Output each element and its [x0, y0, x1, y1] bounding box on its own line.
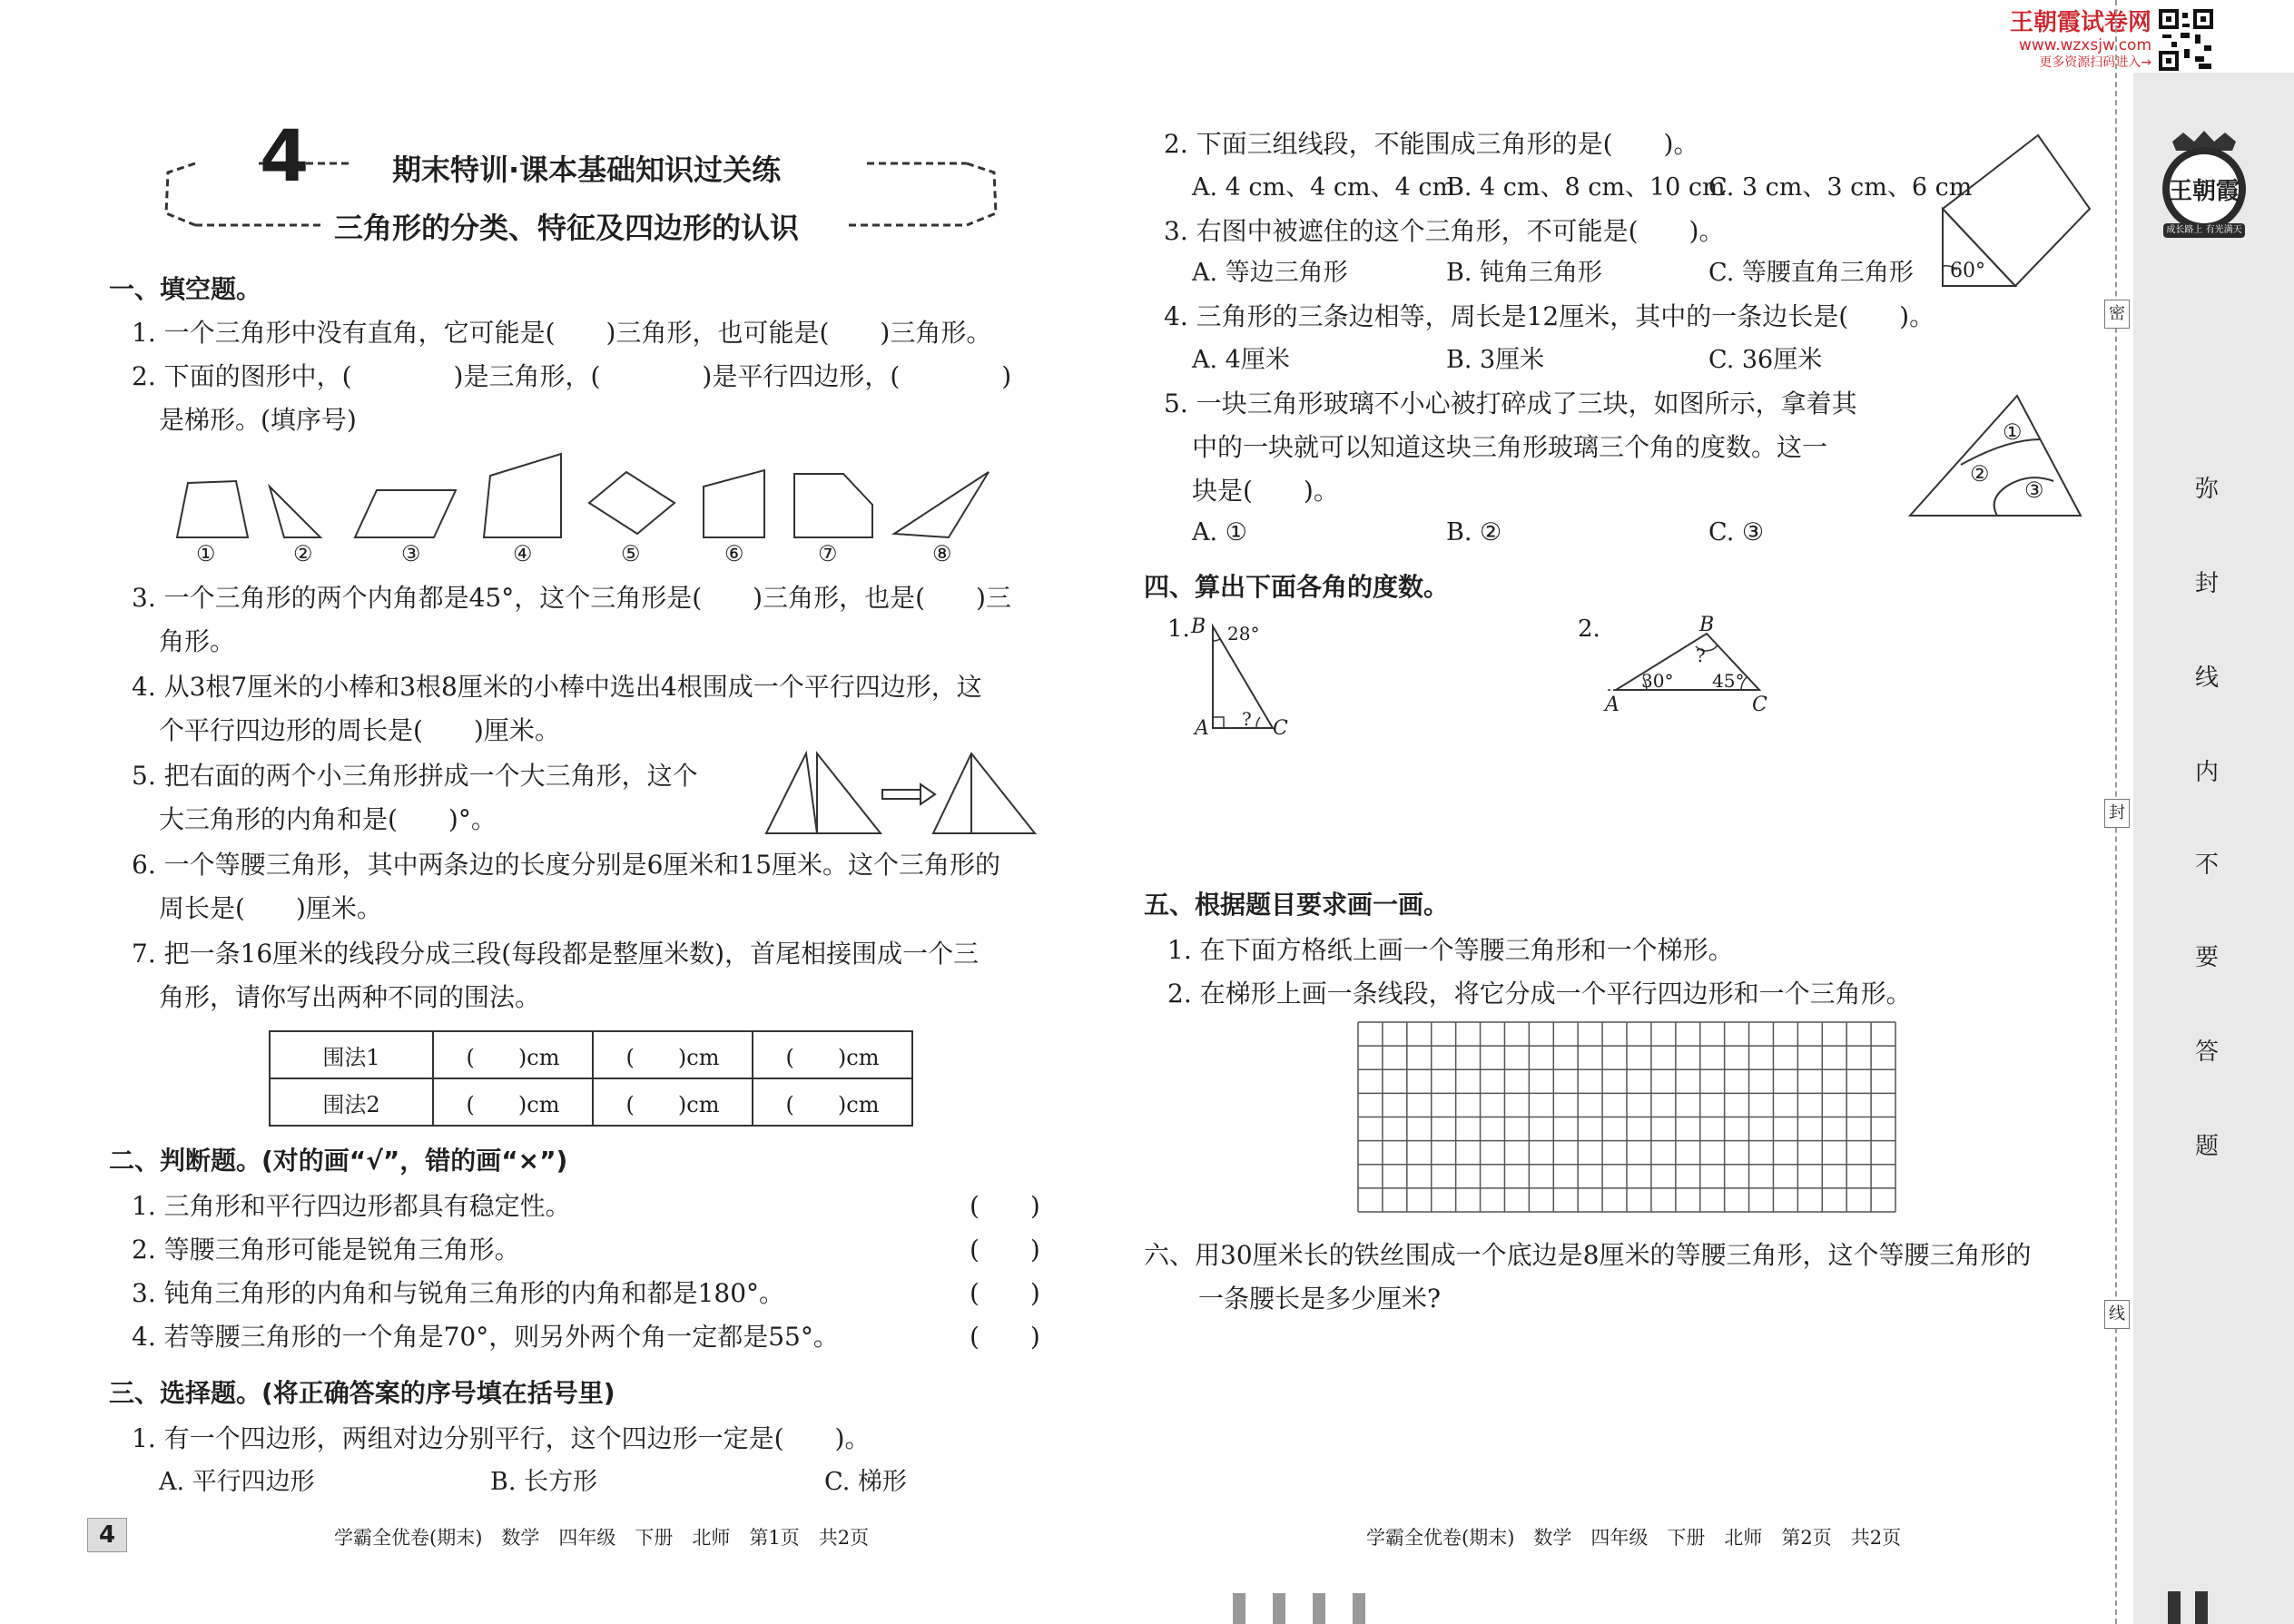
shape-label: ⑦ [818, 541, 838, 566]
header-subtitle: 三角形的分类、特征及四边形的认识 [334, 211, 800, 245]
answer-bracket[interactable]: ( ) [970, 1322, 1040, 1352]
footer-right: 学霸全优卷(期末) 数学 四年级 下册 北师 第2页 共2页 [1366, 1527, 1902, 1549]
question-text: 5. 把右面的两个小三角形拼成一个大三角形，这个 [132, 761, 698, 791]
vertex-label: C [1273, 717, 1288, 740]
question-text: 7. 把一条16厘米的线段分成三段(每段都是整厘米数)，首尾相接围成一个三 [132, 939, 980, 969]
table-cell[interactable]: ( )cm [753, 1078, 912, 1126]
sidebar-mark-1: 密 [2104, 300, 2130, 329]
shape-label: ⑤ [621, 541, 641, 566]
vertex-label: A [1605, 694, 1620, 716]
question-text: 2. 下面的图形中，( )是三角形，( )是平行四边形，( ) [132, 361, 1012, 391]
angle-label: ? [1696, 645, 1706, 666]
angle-label: 30° [1641, 670, 1674, 692]
table-row [270, 1031, 912, 1078]
table-row [270, 1078, 912, 1126]
shape-label: ⑧ [932, 541, 952, 566]
table-cell[interactable]: ( )cm [433, 1078, 593, 1126]
judge-item: 3. 钝角三角形的内角和与锐角三角形的内角和都是180°。 [132, 1278, 785, 1308]
figure-number: 1. [1167, 615, 1190, 643]
question-text: 大三角形的内角和是( )°。 [159, 804, 497, 834]
section-heading: 五、根据题目要求画一画。 [1144, 890, 1450, 920]
question-text: 1. 在下面方格纸上画一个等腰三角形和一个梯形。 [1167, 935, 1734, 965]
angle-label: ? [1242, 708, 1252, 730]
option: A. 4 cm、4 cm、4 cm [1192, 173, 1456, 202]
vertex-label: A [1195, 717, 1209, 740]
sidebar-char: 弥 [2195, 476, 2220, 503]
bottom-bar-mark [1353, 1593, 1365, 1624]
option: C. 36厘米 [1708, 346, 1823, 374]
sidebar-char: 答 [2195, 1038, 2220, 1066]
option: C. 等腰直角三角形 [1708, 259, 1914, 287]
judge-item: 4. 若等腰三角形的一个角是70°，则另外两个角一定都是55°。 [132, 1322, 839, 1352]
sidebar-char: 线 [2195, 664, 2220, 692]
question-text: 2. 下面三组线段，不能围成三角形的是( )。 [1164, 129, 1699, 159]
figure-number: 2. [1578, 615, 1600, 643]
sidebar-char: 内 [2195, 759, 2220, 786]
grid-paper[interactable] [1357, 1021, 1896, 1213]
angle-label: 60° [1950, 260, 1985, 282]
section-heading: 一、填空题。 [109, 274, 262, 304]
section-heading: 四、算出下面各角的度数。 [1144, 572, 1450, 602]
watermark-url: www.wzxsjw.com [2018, 36, 2151, 54]
option: B. 3厘米 [1446, 346, 1545, 374]
qr-code-icon [2159, 9, 2213, 71]
shape-label: ⑥ [724, 541, 744, 566]
shape-label: ④ [513, 541, 533, 566]
broken-glass-figure [1906, 392, 2088, 519]
question-text: 4. 从3根7厘米的小棒和3根8厘米的小棒中选出4根围成一个平行四边形，这 [132, 672, 982, 702]
vertex-label: B [1191, 615, 1206, 638]
option: B. 长方形 [490, 1468, 598, 1496]
table-cell[interactable]: ( )cm [593, 1078, 753, 1126]
triangles-combine-figure [763, 750, 1044, 837]
option: B. 钝角三角形 [1446, 259, 1603, 287]
option: C. 梯形 [824, 1468, 907, 1496]
judge-item: 2. 等腰三角形可能是锐角三角形。 [132, 1235, 520, 1265]
piece-label: ③ [2024, 477, 2044, 503]
piece-label: ① [2003, 419, 2023, 445]
shape-label: ③ [401, 541, 421, 566]
section-heading: 三、选择题。(将正确答案的序号填在括号里) [109, 1378, 615, 1408]
question-text: 块是( )。 [1192, 476, 1339, 506]
option: C. 3 cm、3 cm、6 cm [1708, 173, 1973, 202]
question-text: 是梯形。(填序号) [159, 405, 357, 435]
table-row-label: 围法1 [270, 1031, 433, 1078]
sidebar-char: 封 [2195, 570, 2220, 597]
question-text: 一条腰长是多少厘米? [1198, 1284, 1442, 1314]
answer-bracket[interactable]: ( ) [970, 1278, 1040, 1308]
bottom-bar-mark [1233, 1593, 1245, 1624]
answer-bracket[interactable]: ( ) [970, 1235, 1040, 1265]
option: C. ③ [1708, 518, 1765, 546]
question-text: 3. 一个三角形的两个内角都是45°，这个三角形是( )三角形，也是( )三 [132, 583, 1011, 613]
shape-label: ② [293, 541, 313, 566]
section-heading: 二、判断题。(对的画“√”，错的画“×”) [109, 1146, 568, 1176]
answer-table [269, 1030, 913, 1127]
question-text: 5. 一块三角形玻璃不小心被打碎成了三块，如图所示，拿着其 [1164, 389, 1857, 418]
question-text: 2. 在梯形上画一条线段，将它分成一个平行四边形和一个三角形。 [1167, 979, 1912, 1009]
table-cell[interactable]: ( )cm [593, 1031, 753, 1078]
header-title: 期末特训·课本基础知识过关练 [392, 153, 782, 187]
angle-label: 28° [1227, 623, 1260, 645]
watermark-brand: 王朝霞试卷网 [2009, 9, 2151, 36]
logo [2154, 129, 2254, 243]
option: A. 等边三角形 [1192, 259, 1348, 287]
side-bar-mark [2195, 1591, 2208, 1624]
option: B. ② [1446, 518, 1502, 546]
question-text: 周长是( )厘米。 [159, 893, 382, 923]
angle-label: 45° [1712, 670, 1745, 692]
section-heading: 六、用30厘米长的铁丝围成一个底边是8厘米的等腰三角形，这个等腰三角形的 [1144, 1240, 2032, 1270]
question-text: 角形。 [159, 626, 236, 656]
sidebar-mark-2: 封 [2104, 799, 2130, 828]
option: A. ① [1192, 518, 1247, 546]
sidebar-mark-3: 线 [2104, 1300, 2130, 1329]
triangle-angles-figure [1607, 626, 1770, 699]
option: B. 4 cm、8 cm、10 cm [1446, 173, 1726, 202]
shape-label: ① [196, 541, 216, 566]
table-row-label: 围法2 [270, 1078, 433, 1126]
watermark-hint: 更多资源扫码进入→ [2039, 55, 2151, 70]
question-text: 4. 三角形的三条边相等，周长是12厘米，其中的一条边长是( )。 [1164, 301, 1935, 331]
side-bar-mark [2168, 1591, 2181, 1624]
logo-slogan: 成长路上 有光满天 [2166, 225, 2242, 235]
sidebar-char: 要 [2195, 944, 2220, 971]
sidebar-char: 不 [2195, 851, 2220, 879]
option: A. 4厘米 [1192, 346, 1290, 374]
question-text: 角形，请你写出两种不同的围法。 [159, 982, 541, 1012]
bottom-bar-mark [1313, 1593, 1325, 1624]
question-text: 个平行四边形的周长是( )厘米。 [159, 715, 560, 745]
header-number: 4 [260, 116, 310, 198]
watermark [1997, 9, 2151, 71]
judge-item: 1. 三角形和平行四边形都具有稳定性。 [132, 1191, 571, 1221]
table-cell[interactable]: ( )cm [753, 1031, 912, 1078]
answer-bracket[interactable]: ( ) [970, 1191, 1040, 1221]
piece-label: ② [1970, 461, 1990, 487]
table-cell[interactable]: ( )cm [433, 1031, 593, 1078]
question-text: 1. 有一个四边形，两组对边分别平行，这个四边形一定是( )。 [132, 1423, 871, 1453]
sidebar-char: 题 [2195, 1133, 2220, 1160]
vertex-label: C [1752, 694, 1767, 716]
question-text: 1. 一个三角形中没有直角，它可能是( )三角形，也可能是( )三角形。 [132, 318, 992, 348]
logo-text: 王朝霞 [2168, 178, 2240, 205]
page-number: 4 [87, 1518, 127, 1552]
question-text: 6. 一个等腰三角形，其中两条边的长度分别是6厘米和15厘米。这个三角形的 [132, 850, 1001, 880]
question-text: 中的一块就可以知道这块三角形玻璃三个角的度数。这一 [1192, 432, 1828, 462]
bottom-bar-mark [1273, 1593, 1285, 1624]
option: A. 平行四边形 [159, 1468, 315, 1496]
footer-left: 学霸全优卷(期末) 数学 四年级 下册 北师 第1页 共2页 [334, 1527, 870, 1549]
question-text: 3. 右图中被遮住的这个三角形，不可能是( )。 [1164, 216, 1725, 246]
vertex-label: B [1699, 614, 1715, 636]
